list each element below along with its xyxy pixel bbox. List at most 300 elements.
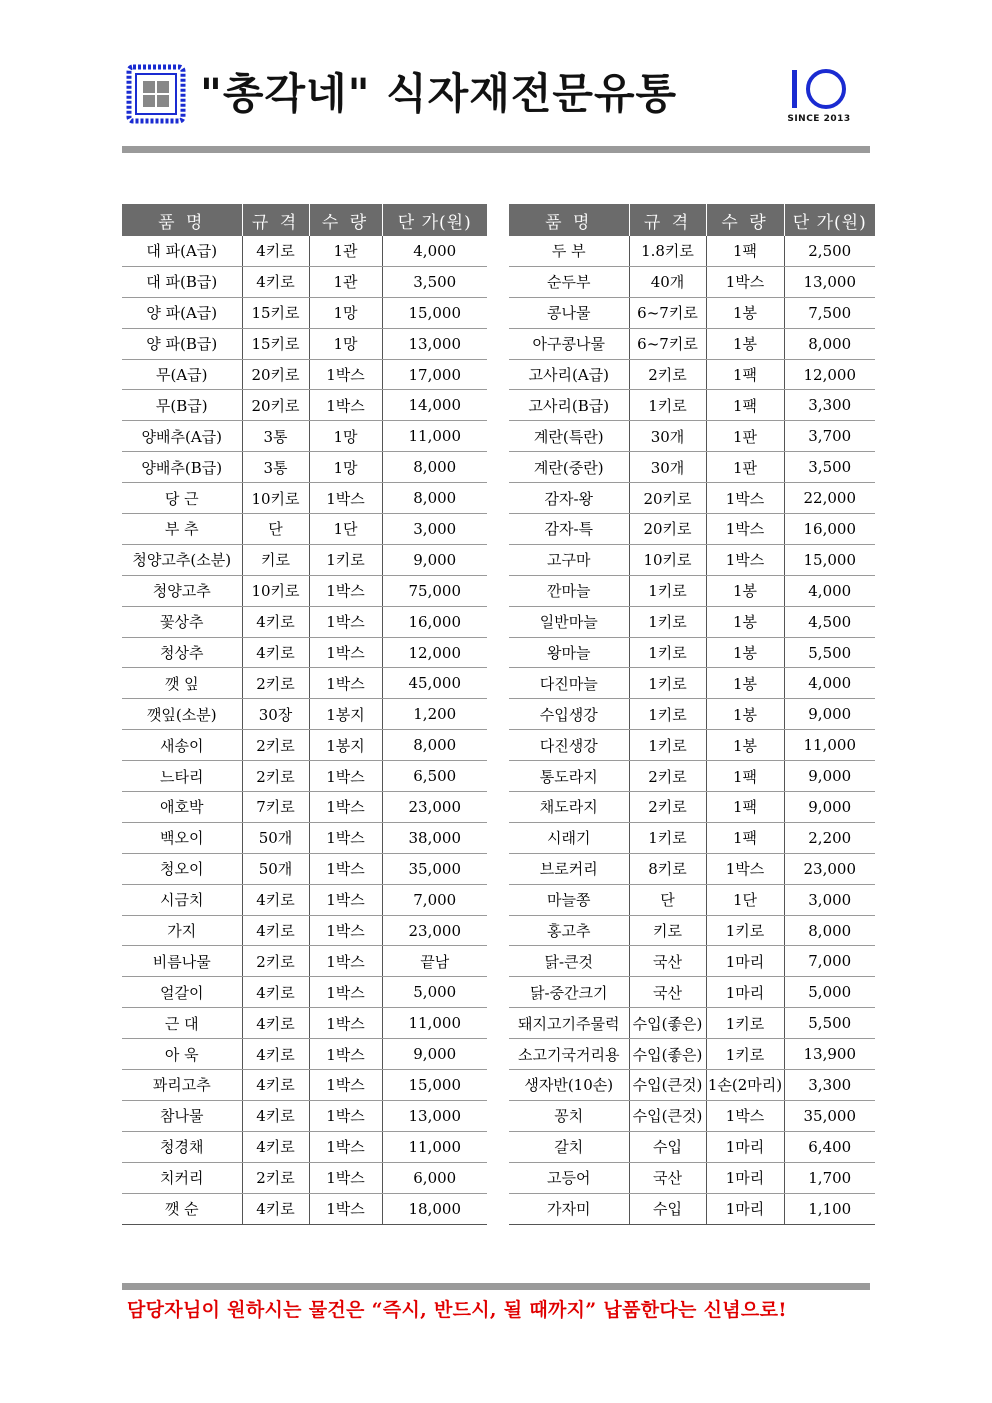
item-price: 23,000 <box>382 792 487 823</box>
item-qty: 1마리 <box>706 946 784 977</box>
item-name: 비름나물 <box>122 946 242 977</box>
item-name: 생자반(10손) <box>509 1070 629 1101</box>
item-spec: 국산 <box>629 946 706 977</box>
item-qty: 1관 <box>309 266 382 297</box>
item-qty: 1박스 <box>309 1070 382 1101</box>
item-name: 느타리 <box>122 761 242 792</box>
item-name: 다진마늘 <box>509 668 629 699</box>
item-spec: 15키로 <box>242 328 309 359</box>
item-price: 6,400 <box>784 1131 875 1162</box>
table-row <box>122 853 487 884</box>
table-row <box>122 761 487 792</box>
item-price: 15,000 <box>784 544 875 575</box>
item-price: 5,000 <box>382 977 487 1008</box>
item-qty: 1박스 <box>309 946 382 977</box>
item-name: 소고기국거리용 <box>509 1039 629 1070</box>
item-name: 청오이 <box>122 853 242 884</box>
item-qty: 1봉 <box>706 730 784 761</box>
header-item: 품 명 <box>122 204 242 236</box>
item-price: 38,000 <box>382 822 487 853</box>
item-qty: 1박스 <box>309 483 382 514</box>
item-qty: 1봉 <box>706 637 784 668</box>
table-header-row <box>509 204 875 236</box>
item-qty: 1박스 <box>706 853 784 884</box>
item-price: 4,000 <box>784 668 875 699</box>
item-name: 청상추 <box>122 637 242 668</box>
item-price: 끝남 <box>382 946 487 977</box>
item-price: 17,000 <box>382 359 487 390</box>
item-price: 9,000 <box>382 544 487 575</box>
item-price: 8,000 <box>382 730 487 761</box>
item-spec: 10키로 <box>242 483 309 514</box>
item-price: 7,000 <box>784 946 875 977</box>
item-qty: 1봉 <box>706 575 784 606</box>
header-qty: 수 량 <box>309 204 382 236</box>
item-name: 통도라지 <box>509 761 629 792</box>
item-price: 35,000 <box>784 1100 875 1131</box>
table-row <box>122 266 487 297</box>
item-name: 깻 순 <box>122 1193 242 1224</box>
item-spec: 2키로 <box>629 792 706 823</box>
item-qty: 1관 <box>309 236 382 266</box>
item-name: 시래기 <box>509 822 629 853</box>
item-name: 청경채 <box>122 1131 242 1162</box>
table-row <box>509 514 875 545</box>
table-row <box>509 761 875 792</box>
item-spec: 7키로 <box>242 792 309 823</box>
item-spec: 2키로 <box>242 668 309 699</box>
item-qty: 1봉 <box>706 699 784 730</box>
item-qty: 1박스 <box>309 390 382 421</box>
item-name: 고등어 <box>509 1162 629 1193</box>
item-name: 고구마 <box>509 544 629 575</box>
item-price: 3,300 <box>784 1070 875 1101</box>
item-name: 치커리 <box>122 1162 242 1193</box>
item-name: 양 파(B급) <box>122 328 242 359</box>
item-name: 계란(특란) <box>509 421 629 452</box>
item-qty: 1박스 <box>309 792 382 823</box>
item-name: 청양고추 <box>122 575 242 606</box>
item-name: 새송이 <box>122 730 242 761</box>
item-spec: 4키로 <box>242 236 309 266</box>
item-price: 3,000 <box>382 514 487 545</box>
table-row <box>122 668 487 699</box>
header-spec: 규 격 <box>629 204 706 236</box>
item-spec: 20키로 <box>242 390 309 421</box>
item-qty: 1박스 <box>309 668 382 699</box>
table-row <box>122 483 487 514</box>
item-qty: 1판 <box>706 421 784 452</box>
item-spec: 50개 <box>242 853 309 884</box>
item-qty: 1박스 <box>309 1162 382 1193</box>
page-header <box>122 58 870 138</box>
item-price: 3,300 <box>784 390 875 421</box>
item-name: 콩나물 <box>509 297 629 328</box>
item-spec: 2키로 <box>242 761 309 792</box>
table-row <box>122 1193 487 1224</box>
table-row <box>509 1193 875 1224</box>
header-price: 단 가(원) <box>382 204 487 236</box>
item-name: 애호박 <box>122 792 242 823</box>
item-spec: 2키로 <box>242 730 309 761</box>
table-row <box>122 328 487 359</box>
item-price: 5,500 <box>784 1008 875 1039</box>
table-row <box>122 359 487 390</box>
item-spec: 3통 <box>242 452 309 483</box>
item-name: 다진생강 <box>509 730 629 761</box>
item-qty: 1마리 <box>706 977 784 1008</box>
table-row <box>509 853 875 884</box>
item-spec: 2키로 <box>242 946 309 977</box>
item-price: 3,000 <box>784 884 875 915</box>
item-name: 시금치 <box>122 884 242 915</box>
item-spec: 30장 <box>242 699 309 730</box>
table-row <box>122 1070 487 1101</box>
item-name: 계란(중란) <box>509 452 629 483</box>
item-spec: 10키로 <box>629 544 706 575</box>
item-price: 1,700 <box>784 1162 875 1193</box>
item-qty: 1단 <box>309 514 382 545</box>
item-spec: 2키로 <box>629 359 706 390</box>
item-qty: 1박스 <box>706 514 784 545</box>
item-price: 13,000 <box>382 328 487 359</box>
table-row <box>122 1131 487 1162</box>
item-spec: 1키로 <box>629 637 706 668</box>
item-qty: 1박스 <box>309 822 382 853</box>
item-name: 깻 잎 <box>122 668 242 699</box>
item-qty: 1망 <box>309 328 382 359</box>
item-name: 무(A급) <box>122 359 242 390</box>
item-qty: 1박스 <box>706 1100 784 1131</box>
item-spec: 40개 <box>629 266 706 297</box>
item-spec: 2키로 <box>629 761 706 792</box>
table-row <box>509 1070 875 1101</box>
item-qty: 1박스 <box>309 1100 382 1131</box>
item-name: 고사리(B급) <box>509 390 629 421</box>
item-qty: 1봉지 <box>309 699 382 730</box>
item-spec: 1키로 <box>629 699 706 730</box>
item-spec: 4키로 <box>242 1100 309 1131</box>
item-name: 깻잎(소분) <box>122 699 242 730</box>
item-qty: 1박스 <box>309 1008 382 1039</box>
item-qty: 1박스 <box>309 853 382 884</box>
item-spec: 1.8키로 <box>629 236 706 266</box>
item-qty: 1팩 <box>706 236 784 266</box>
item-qty: 1박스 <box>309 1039 382 1070</box>
item-qty: 1박스 <box>309 1131 382 1162</box>
table-row <box>122 421 487 452</box>
item-spec: 8키로 <box>629 853 706 884</box>
item-qty: 1키로 <box>706 1008 784 1039</box>
item-name: 감자-왕 <box>509 483 629 514</box>
item-name: 일반마늘 <box>509 606 629 637</box>
item-name: 대 파(B급) <box>122 266 242 297</box>
table-row <box>509 297 875 328</box>
slogan: 담당자님이 원하시는 물건은 “즉시, 반드시, 될 때까지” 납품한다는 신념으로! <box>127 1299 787 1321</box>
bottom-divider <box>122 1283 870 1290</box>
item-qty: 1키로 <box>309 544 382 575</box>
item-name: 두 부 <box>509 236 629 266</box>
item-spec: 국산 <box>629 977 706 1008</box>
item-price: 6,500 <box>382 761 487 792</box>
item-price: 5,500 <box>784 637 875 668</box>
brand-since: SINCE 2013 <box>787 114 851 124</box>
item-price: 45,000 <box>382 668 487 699</box>
table-row <box>122 792 487 823</box>
table-row <box>122 452 487 483</box>
item-spec: 4키로 <box>242 1193 309 1224</box>
table-row <box>122 977 487 1008</box>
item-price: 18,000 <box>382 1193 487 1224</box>
item-spec: 20키로 <box>629 514 706 545</box>
item-price: 15,000 <box>382 1070 487 1101</box>
item-name: 아구콩나물 <box>509 328 629 359</box>
item-qty: 1마리 <box>706 1193 784 1224</box>
item-price: 6,000 <box>382 1162 487 1193</box>
item-price: 4,000 <box>784 575 875 606</box>
item-price: 8,000 <box>382 452 487 483</box>
item-price: 4,000 <box>382 236 487 266</box>
item-price: 22,000 <box>784 483 875 514</box>
item-qty: 1판 <box>706 452 784 483</box>
item-price: 7,000 <box>382 884 487 915</box>
item-qty: 1박스 <box>309 359 382 390</box>
table-row <box>509 1008 875 1039</box>
item-qty: 1박스 <box>706 266 784 297</box>
item-spec: 4키로 <box>242 1131 309 1162</box>
table-row <box>509 266 875 297</box>
item-name: 브로커리 <box>509 853 629 884</box>
table-row <box>509 606 875 637</box>
table-row <box>509 421 875 452</box>
table-row <box>509 915 875 946</box>
item-price: 13,000 <box>784 266 875 297</box>
item-spec: 4키로 <box>242 884 309 915</box>
item-qty: 1박스 <box>309 915 382 946</box>
item-price: 8,000 <box>784 328 875 359</box>
item-price: 5,000 <box>784 977 875 1008</box>
item-name: 순두부 <box>509 266 629 297</box>
item-qty: 1박스 <box>309 1193 382 1224</box>
table-row <box>509 544 875 575</box>
item-name: 양배추(B급) <box>122 452 242 483</box>
table-row <box>122 637 487 668</box>
item-price: 11,000 <box>382 1131 487 1162</box>
grid-logo-icon <box>126 64 186 124</box>
item-qty: 1박스 <box>309 606 382 637</box>
item-spec: 4키로 <box>242 637 309 668</box>
item-spec: 단 <box>629 884 706 915</box>
table-row <box>509 637 875 668</box>
item-qty: 1박스 <box>309 977 382 1008</box>
item-qty: 1박스 <box>309 761 382 792</box>
table-row <box>122 884 487 915</box>
header-spec: 규 격 <box>242 204 309 236</box>
item-price: 35,000 <box>382 853 487 884</box>
item-price: 9,000 <box>382 1039 487 1070</box>
item-spec: 1키로 <box>629 390 706 421</box>
item-qty: 1박스 <box>309 637 382 668</box>
item-qty: 1망 <box>309 421 382 452</box>
table-row <box>509 328 875 359</box>
table-row <box>122 946 487 977</box>
item-spec: 수입 <box>629 1131 706 1162</box>
table-row <box>509 452 875 483</box>
table-row <box>509 1131 875 1162</box>
item-spec: 15키로 <box>242 297 309 328</box>
item-spec: 2키로 <box>242 1162 309 1193</box>
item-spec: 20키로 <box>242 359 309 390</box>
table-row <box>122 1162 487 1193</box>
table-row <box>509 1162 875 1193</box>
item-price: 2,500 <box>784 236 875 266</box>
item-qty: 1박스 <box>706 483 784 514</box>
table-row <box>122 915 487 946</box>
item-name: 대 파(A급) <box>122 236 242 266</box>
table-row <box>509 977 875 1008</box>
item-spec: 30개 <box>629 452 706 483</box>
item-qty: 1손(2마리) <box>706 1070 784 1101</box>
item-spec: 1키로 <box>629 668 706 699</box>
table-row <box>122 1039 487 1070</box>
table-row <box>509 1039 875 1070</box>
table-header-row <box>122 204 487 236</box>
table-row <box>122 236 487 266</box>
item-price: 13,000 <box>382 1100 487 1131</box>
item-spec: 수입(좋은) <box>629 1008 706 1039</box>
item-price: 23,000 <box>382 915 487 946</box>
item-price: 4,500 <box>784 606 875 637</box>
table-row <box>509 359 875 390</box>
item-qty: 1박스 <box>309 884 382 915</box>
item-price: 1,100 <box>784 1193 875 1224</box>
item-spec: 1키로 <box>629 730 706 761</box>
item-spec: 4키로 <box>242 606 309 637</box>
item-qty: 1팩 <box>706 761 784 792</box>
table-row <box>122 699 487 730</box>
table-row <box>122 730 487 761</box>
item-spec: 키로 <box>629 915 706 946</box>
item-qty: 1팩 <box>706 822 784 853</box>
item-qty: 1팩 <box>706 390 784 421</box>
item-name: 마늘쫑 <box>509 884 629 915</box>
item-spec: 1키로 <box>629 575 706 606</box>
item-price: 16,000 <box>382 606 487 637</box>
item-name: 닭-큰것 <box>509 946 629 977</box>
item-price: 3,500 <box>382 266 487 297</box>
item-name: 양배추(A급) <box>122 421 242 452</box>
table-row <box>509 668 875 699</box>
price-table-left <box>122 204 487 1225</box>
table-row <box>122 822 487 853</box>
item-qty: 1망 <box>309 297 382 328</box>
item-name: 감자-특 <box>509 514 629 545</box>
item-price: 9,000 <box>784 792 875 823</box>
item-qty: 1봉 <box>706 328 784 359</box>
item-name: 홍고추 <box>509 915 629 946</box>
item-price: 12,000 <box>382 637 487 668</box>
item-spec: 4키로 <box>242 1070 309 1101</box>
item-spec: 국산 <box>629 1162 706 1193</box>
price-table-right <box>509 204 875 1225</box>
item-spec: 수입(좋은) <box>629 1039 706 1070</box>
table-row <box>122 606 487 637</box>
item-qty: 1팩 <box>706 359 784 390</box>
item-name: 부 추 <box>122 514 242 545</box>
header-price: 단 가(원) <box>784 204 875 236</box>
item-qty: 1박스 <box>706 544 784 575</box>
item-qty: 1망 <box>309 452 382 483</box>
item-name: 꽁치 <box>509 1100 629 1131</box>
item-price: 2,200 <box>784 822 875 853</box>
table-row <box>509 236 875 266</box>
item-price: 3,700 <box>784 421 875 452</box>
table-row <box>509 575 875 606</box>
item-price: 15,000 <box>382 297 487 328</box>
item-price: 8,000 <box>382 483 487 514</box>
item-spec: 1키로 <box>629 606 706 637</box>
item-qty: 1봉지 <box>309 730 382 761</box>
table-row <box>122 514 487 545</box>
item-price: 23,000 <box>784 853 875 884</box>
table-row <box>122 575 487 606</box>
table-row <box>122 1100 487 1131</box>
item-price: 9,000 <box>784 761 875 792</box>
item-name: 닭-중간크기 <box>509 977 629 1008</box>
item-name: 가자미 <box>509 1193 629 1224</box>
item-price: 11,000 <box>382 1008 487 1039</box>
item-name: 근 대 <box>122 1008 242 1039</box>
item-name: 양 파(A급) <box>122 297 242 328</box>
item-name: 고사리(A급) <box>509 359 629 390</box>
item-price: 3,500 <box>784 452 875 483</box>
item-price: 9,000 <box>784 699 875 730</box>
table-row <box>509 792 875 823</box>
table-row <box>509 390 875 421</box>
io-brand-icon <box>788 64 850 112</box>
item-price: 1,200 <box>382 699 487 730</box>
item-qty: 1봉 <box>706 668 784 699</box>
table-row <box>509 1100 875 1131</box>
item-spec: 1키로 <box>629 822 706 853</box>
item-spec: 4키로 <box>242 1008 309 1039</box>
item-qty: 1마리 <box>706 1162 784 1193</box>
item-name: 청양고추(소분) <box>122 544 242 575</box>
item-spec: 4키로 <box>242 915 309 946</box>
table-row <box>509 730 875 761</box>
item-name: 깐마늘 <box>509 575 629 606</box>
table-row <box>122 544 487 575</box>
item-spec: 4키로 <box>242 1039 309 1070</box>
page-title: "총각네" 식자재전문유통 <box>200 69 678 118</box>
item-spec: 수입(큰것) <box>629 1070 706 1101</box>
item-name: 수입생강 <box>509 699 629 730</box>
item-name: 채도라지 <box>509 792 629 823</box>
item-price: 14,000 <box>382 390 487 421</box>
item-price: 13,900 <box>784 1039 875 1070</box>
item-spec: 키로 <box>242 544 309 575</box>
item-spec: 50개 <box>242 822 309 853</box>
top-divider <box>122 146 870 153</box>
brand-logo <box>784 64 854 132</box>
item-name: 참나물 <box>122 1100 242 1131</box>
item-name: 꽃상추 <box>122 606 242 637</box>
table-row <box>122 390 487 421</box>
item-name: 돼지고기주물럭 <box>509 1008 629 1039</box>
item-qty: 1키로 <box>706 915 784 946</box>
item-price: 7,500 <box>784 297 875 328</box>
header-qty: 수 량 <box>706 204 784 236</box>
